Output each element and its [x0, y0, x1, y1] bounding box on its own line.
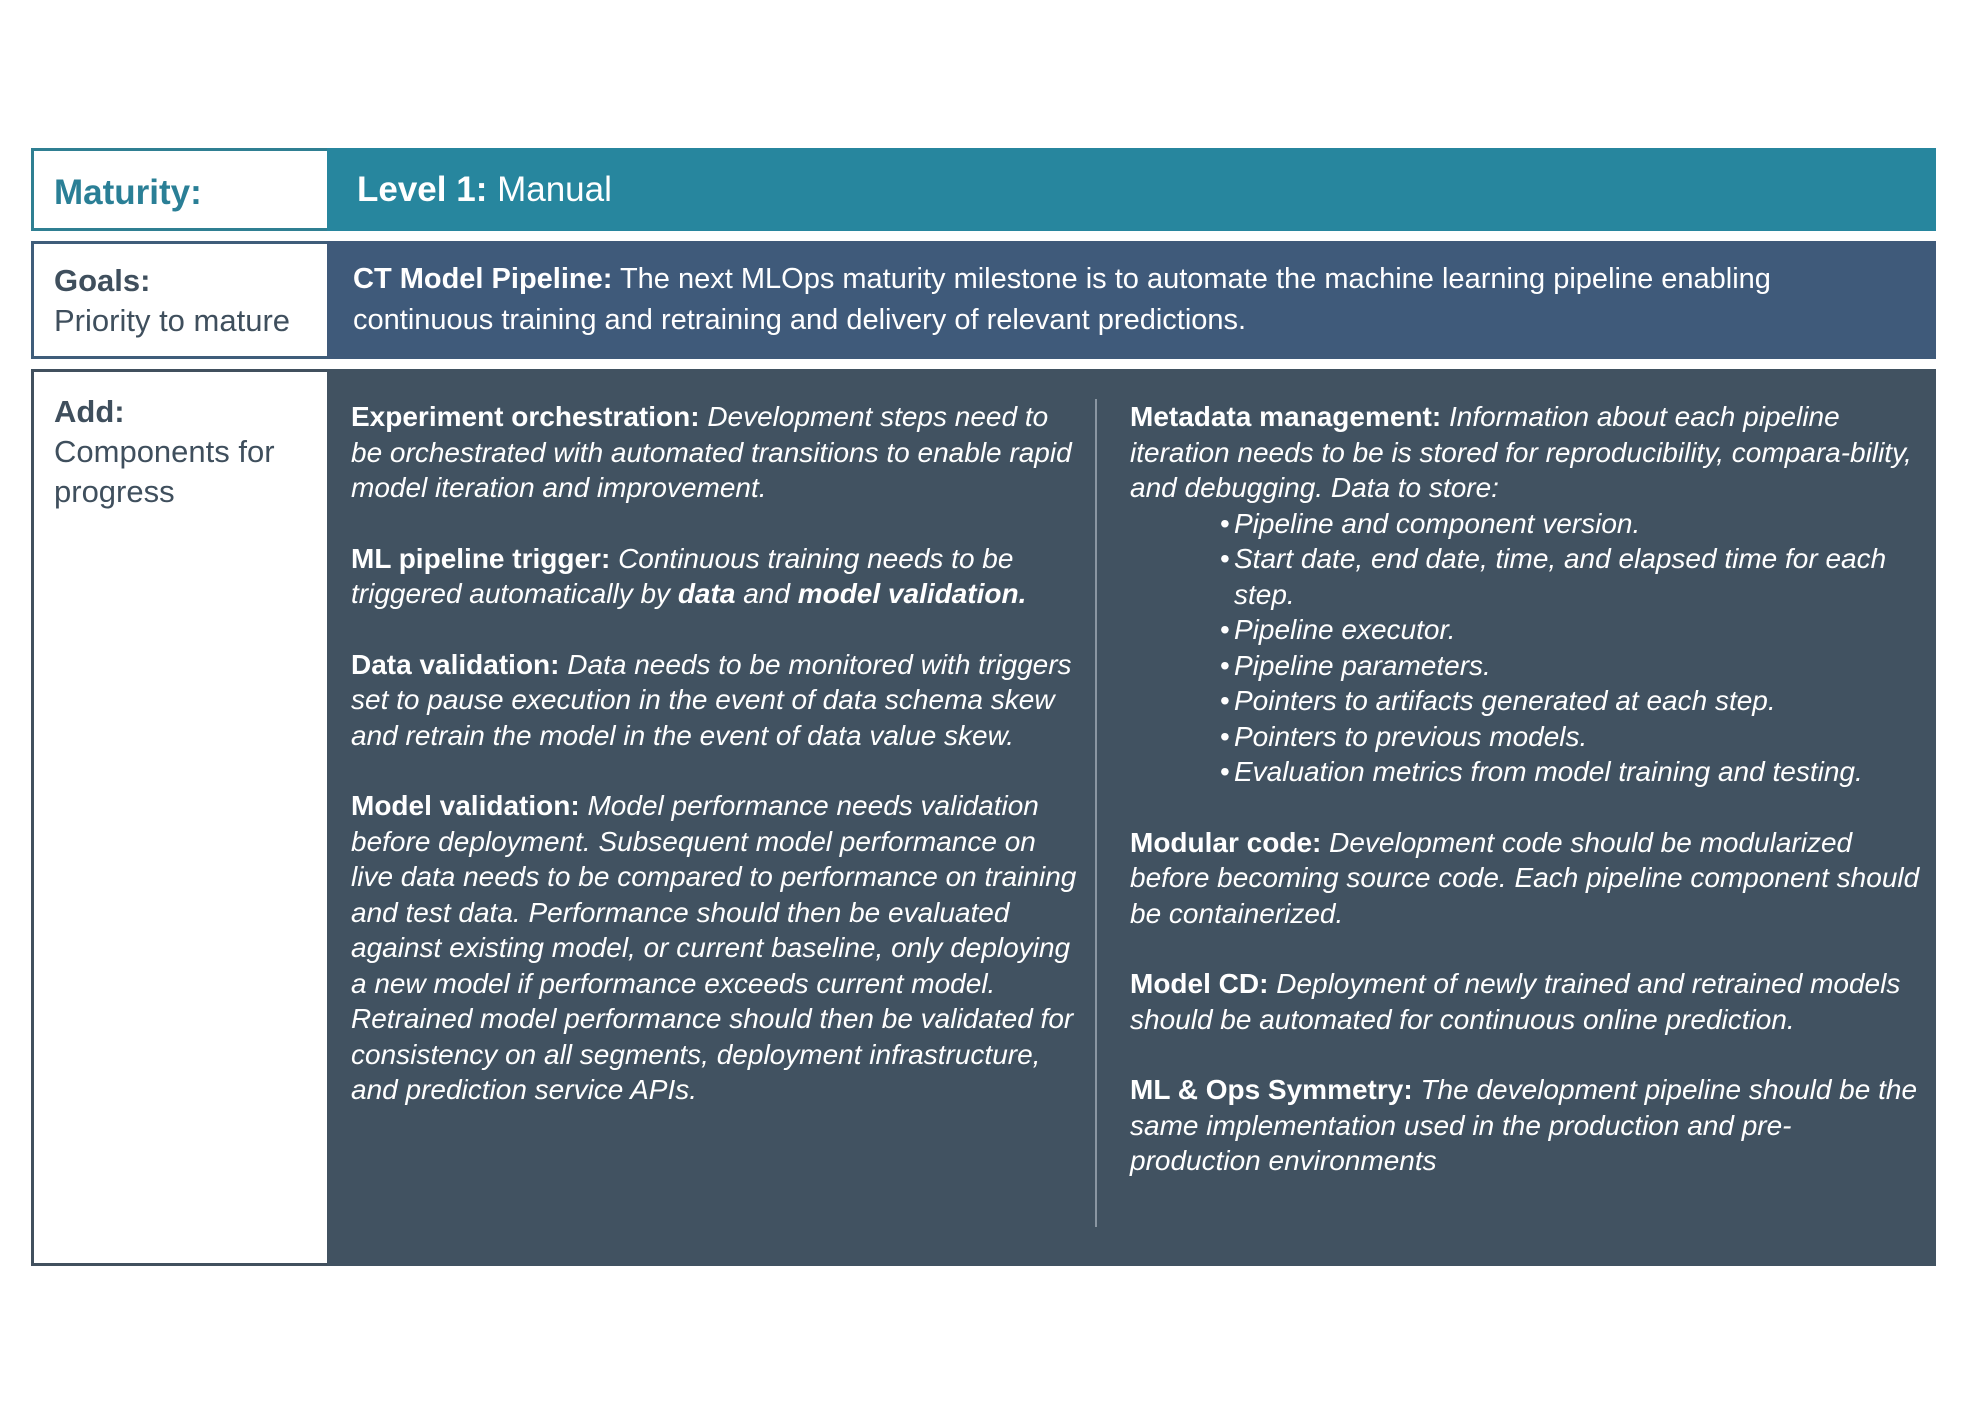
trigger-text-middle: and — [743, 578, 790, 609]
component-title: ML pipeline trigger: — [351, 542, 611, 574]
add-sublabel: Components for progress — [54, 434, 275, 509]
metadata-bullet-list — [1130, 506, 1920, 790]
metadata-bullet: • Pipeline and component version. — [1220, 506, 1920, 542]
goals-label-cell — [31, 241, 327, 359]
trigger-bold-model-validation: model validation. — [797, 578, 1027, 609]
add-label-cell — [31, 369, 327, 1266]
goals-title: CT Model Pipeline: — [353, 263, 613, 295]
component-text: Data needs to be monitored with triggers set to pause execution in the event of data schema skew and retrain the model in the event of data value skew. — [351, 648, 1072, 751]
component-item-experiment-orchestration — [351, 399, 1079, 506]
component-item-model-cd — [1130, 966, 1920, 1037]
component-item-data-validation — [351, 647, 1079, 754]
goals-content-cell — [327, 241, 1936, 359]
component-title: Model CD: — [1130, 968, 1269, 999]
component-text: Development code should be modularized before becoming source code. Each pipeline component should be containerized. — [1130, 826, 1920, 929]
components-right-column — [1130, 399, 1920, 1214]
level-name: Manual — [497, 169, 612, 209]
maturity-label-cell — [31, 148, 327, 231]
goals-sublabel: Priority to mature — [54, 303, 291, 338]
maturity-label: Maturity: — [54, 172, 202, 212]
add-label: Add: — [54, 394, 125, 429]
component-text: Information about each pipeline iteration needs to be is stored for reproducibility, compara-bility, and debugging. Data to store: — [1130, 401, 1912, 503]
component-item-modular-code — [1130, 825, 1920, 932]
metadata-bullet: • Evaluation metrics from model training and testing. — [1220, 754, 1920, 790]
component-title: Modular code: — [1130, 826, 1322, 858]
metadata-bullet: • Pipeline parameters. — [1220, 648, 1920, 684]
component-title: Metadata management: — [1130, 401, 1442, 432]
metadata-bullet: • Pipeline executor. — [1220, 612, 1920, 648]
component-title: Model validation: — [351, 790, 580, 821]
component-item-metadata-management — [1130, 399, 1920, 790]
metadata-bullet: • Start date, end date, time, and elapsed time for each step. — [1220, 541, 1920, 612]
component-item-ml-pipeline-trigger — [351, 541, 1079, 612]
trigger-text-before: Continuous training needs to be triggered automatically by — [351, 542, 1014, 609]
goals-label: Goals: — [54, 263, 151, 298]
component-text: Model performance needs validation before deployment. Subsequent model performance on live data needs to be compared to performance on training and test data. Performance should then be evaluated against existing model, or current baseline, only deploying a new model if performance exceeds current model. Retrained model performance should then be validated for consistency on all segments, deployment infrastructure, and prediction service APIs. — [351, 790, 1077, 1105]
metadata-bullet: • Pointers to previous models. — [1220, 719, 1920, 755]
components-left-column — [351, 399, 1079, 1143]
maturity-level-cell — [327, 148, 1936, 231]
component-title: ML & Ops Symmetry: — [1130, 1074, 1413, 1105]
maturity-row — [31, 148, 1936, 231]
component-title: Experiment orchestration: — [351, 401, 700, 432]
metadata-bullet: • Pointers to artifacts generated at each step. — [1220, 683, 1920, 719]
component-item-model-validation — [351, 788, 1079, 1108]
column-divider — [1095, 399, 1097, 1227]
component-item-ml-ops-symmetry — [1130, 1072, 1920, 1179]
component-text: Deployment of newly trained and retrained models should be automated for continuous online prediction. — [1130, 968, 1901, 1035]
goals-row — [31, 241, 1936, 359]
component-text: Development steps need to be orchestrated with automated transitions to enable rapid model iteration and improvement. — [351, 401, 1072, 503]
add-content-cell — [327, 369, 1936, 1266]
component-text: The development pipeline should be the same implementation used in the production and pre-production environments — [1130, 1074, 1918, 1176]
goals-text: The next MLOps maturity milestone is to automate the machine learning pipeline enabling continuous training and retraining and delivery of relevant predictions. — [353, 263, 1771, 336]
add-row — [31, 369, 1936, 1266]
trigger-bold-data: data — [677, 578, 736, 609]
level-number: Level 1: — [357, 169, 488, 209]
component-title: Data validation: — [351, 648, 560, 680]
